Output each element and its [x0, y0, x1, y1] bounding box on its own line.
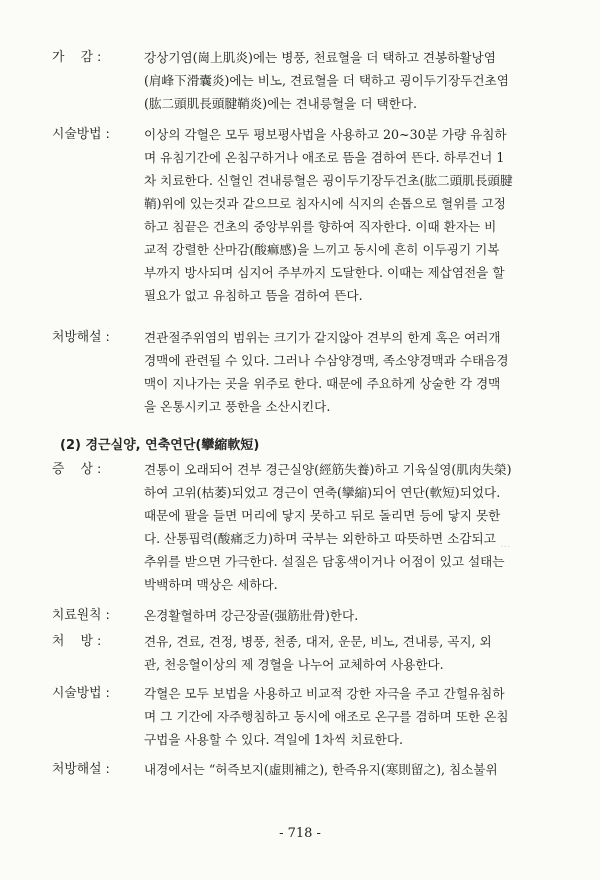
text-line: 며 그 기간에 자주행침하고 동시에 애조로 온구를 겸하며 또한 온침 [144, 709, 509, 724]
text-line: 온경활혈하며 강근장골(强筋壯骨)한다. [144, 608, 359, 623]
section-label: 시술방법 : [52, 686, 110, 701]
section-prescription [52, 630, 572, 676]
text-line: 추위를 받으면 가극한다. 설질은 담홍색이거나 어점이 있고 설태는 [144, 554, 505, 569]
text-line: 이상의 각혈은 모두 평보평사법을 사용하고 20~30분 가량 유침하 [144, 127, 507, 142]
text-line: 때문에 팔을 들면 머리에 닿지 못하고 뒤로 돌리면 등에 닿지 못한 [144, 508, 501, 523]
text-line: 필요가 없고 유침하고 뜸을 겸하여 뜬다. [144, 288, 363, 303]
section-label: 처방해설 : [52, 330, 110, 345]
text-line: 맥이 지나가는 곳을 위주로 한다. 때문에 주요하게 상술한 각 경맥 [144, 376, 501, 391]
page-number: - 718 - [279, 826, 321, 841]
text-line: 내경에서는 “허즉보지(虛則補之), 한즉유지(寒則留之), 침소불위 [144, 762, 498, 777]
text-line: 하고 침끝은 건초의 중앙부위를 향하여 직자한다. 이때 환자는 비 [144, 219, 497, 234]
text-line: 부까지 방사되며 심지어 주부까지 도달한다. 이때는 제삽염전을 할 [144, 265, 505, 280]
section-symptoms [52, 458, 572, 596]
bleed-through-mark: ··· [500, 540, 511, 553]
text-line: 견통이 오래되어 견부 경근실양(經筋失養)하고 기육실영(肌肉失榮) [144, 462, 512, 477]
text-line: 하여 고위(枯萎)되었고 경근이 연축(攣縮)되어 연단(軟短)되었다. [144, 485, 501, 500]
section-principle [52, 604, 572, 627]
text-line: 구법을 사용할 수 있다. 격일에 1차씩 치료한다. [144, 732, 404, 747]
section-procedure [52, 123, 572, 307]
section-label: 처방해설 : [52, 762, 110, 777]
text-line: 경맥에 관련될 수 있다. 그러나 수삼양경맥, 족소양경맥과 수태음경 [144, 353, 509, 368]
section-explanation-2 [52, 758, 572, 781]
text-line: (肱二頭肌長頭腱鞘炎)에는 견내릉혈을 더 택한다. [144, 96, 418, 111]
section-procedure-2 [52, 682, 572, 751]
text-line: 鞘)위에 있는것과 같으므로 침자시에 식지의 손톱으로 혈위를 고정 [144, 196, 506, 211]
text-line: 며 유침기간에 온침구하거나 애조로 뜸을 겸하여 뜬다. 하루건너 1 [144, 150, 505, 165]
text-line: 박백하며 맥상은 세하다. [144, 577, 278, 592]
section-label: 치료원칙 : [52, 608, 110, 623]
text-line: (肩峰下滑囊炎)에는 비노, 견료혈을 더 택하고 굉이두기장두건초염 [144, 73, 509, 88]
text-line: 견관절주위염의 범위는 크기가 같지않아 견부의 한계 혹은 여러개 [144, 330, 501, 345]
text-line: 차 치료한다. 신혈인 견내릉혈은 굉이두기장두건초(肱二頭肌長頭腱 [144, 173, 513, 188]
section-gagam [52, 46, 572, 115]
section-explanation [52, 326, 572, 418]
text-line: 강상기염(崗上肌炎)에는 병풍, 천료혈을 더 택하고 견봉하활낭염 [144, 50, 496, 65]
section-label: 처 방 : [52, 634, 102, 649]
text-line: 각혈은 모두 보법을 사용하고 비교적 강한 자극을 주고 간헐유침하 [144, 686, 505, 701]
subheading: (2) 경근실양, 연축연단(攣縮軟短) [60, 438, 260, 453]
text-line: 견유, 견료, 견정, 병풍, 천종, 대저, 운문, 비노, 견내릉, 곡지, 외 [144, 634, 492, 649]
text-line: 관, 천응혈이상의 제 경혈을 나누어 교체하여 사용한다. [144, 657, 444, 672]
section-label: 가 감 : [52, 50, 102, 65]
section-label: 증 상 : [52, 462, 102, 477]
section-label: 시술방법 : [52, 127, 110, 142]
text-line: 을 온통시키고 풍한을 소산시킨다. [144, 399, 331, 414]
text-line: 교적 강렬한 산마감(酸痲感)을 느끼고 동시에 흔히 이두굉기 기복 [144, 242, 500, 257]
text-line: 다. 산통핍력(酸痛乏力)하며 국부는 외한하고 따뜻하면 소감되고 [144, 531, 496, 546]
